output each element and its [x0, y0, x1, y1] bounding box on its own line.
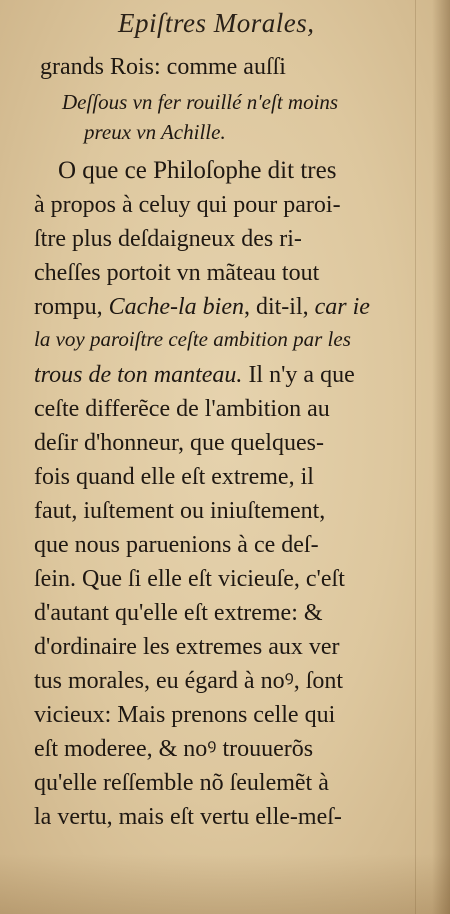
text-line: ſtre plus deſdaigneux des ri-	[34, 226, 302, 252]
text-line: à propos à celuy qui pour paroi-	[34, 192, 341, 218]
text-span: Il n'y a que	[242, 362, 355, 388]
page-edge-shadow	[432, 0, 450, 914]
text-line: cheſſes portoit vn mãteau tout	[34, 260, 320, 286]
text-line: ſein. Que ſi elle eſt vicieuſe, c'eſt	[34, 566, 345, 592]
italic-span: car ie	[314, 294, 370, 320]
running-head: Epiſtres Morales,	[118, 8, 315, 38]
text-line: qu'elle reſſemble nõ ſeulemẽt à	[34, 770, 329, 796]
text-line: grands Rois: comme auſſi	[40, 54, 286, 80]
text-line: la voy paroiſtre ceſte ambition par les	[34, 327, 351, 351]
page-fold-line	[415, 0, 416, 914]
verse-line: Deſſous vn fer rouillé n'eſt moins	[62, 90, 339, 114]
text-line: d'autant qu'elle eſt extreme: &	[34, 600, 323, 626]
text-line: ceſte differẽce de l'ambition au	[34, 396, 330, 422]
text-line: tus morales, eu égard à noꝰ, ſont	[34, 668, 344, 694]
italic-span: trous de ton manteau.	[34, 362, 243, 388]
text-line: eſt moderee, & noꝰ trouuerõs	[34, 736, 314, 762]
text-line: O que ce Philoſophe dit tres	[58, 157, 337, 184]
text-line	[34, 363, 355, 387]
text-line: deſir d'honneur, que quelques-	[34, 430, 324, 456]
italic-span: Cache-la bien	[108, 294, 244, 320]
text-line	[34, 295, 370, 319]
text-line: faut, iuſtement ou iniuſtement,	[34, 498, 326, 524]
verse-line: preux vn Achille.	[84, 120, 226, 144]
page-bottom-shadow	[0, 854, 450, 914]
text-line: fois quand elle eſt extreme, il	[34, 464, 314, 490]
text-line: la vertu, mais eſt vertu elle-meſ-	[34, 804, 342, 830]
text-line: que nous paruenions à ce deſ-	[34, 532, 319, 558]
text-line: vicieux: Mais prenons celle qui	[34, 702, 336, 728]
text-line: d'ordinaire les extremes aux ver	[34, 634, 340, 660]
text-span: , dit-il,	[243, 294, 315, 320]
text-span: rompu,	[34, 294, 109, 320]
